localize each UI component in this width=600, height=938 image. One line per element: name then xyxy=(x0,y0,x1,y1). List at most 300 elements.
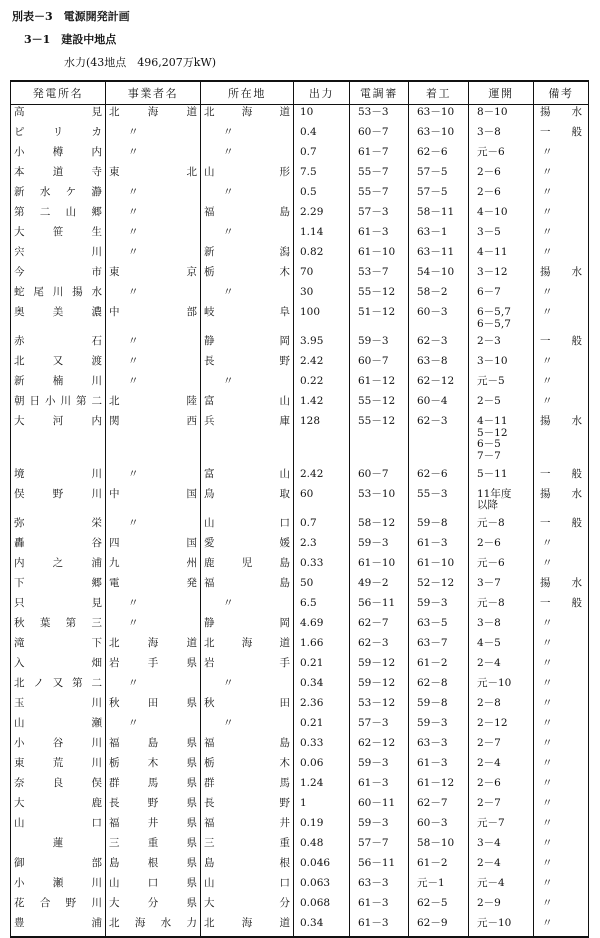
cell-construction-start: 59－3 xyxy=(409,716,469,736)
table-header-row xyxy=(11,81,589,105)
table-row xyxy=(11,896,589,916)
cell-location: 富山 xyxy=(201,467,294,487)
cell-construction-start: 57－5 xyxy=(409,165,469,185)
cell-output: 0.7 xyxy=(294,516,350,536)
cell-operator: 福島県 xyxy=(106,736,201,756)
cell-council: 49－2 xyxy=(350,576,409,596)
cell-location: 〃 xyxy=(201,145,294,165)
cell-operation-start: 4－5 xyxy=(469,636,534,656)
cell-operator: 北陸 xyxy=(106,394,201,414)
cell-operator: 〃 xyxy=(106,616,201,636)
cell-remarks: 一般 xyxy=(534,467,589,487)
cell-remarks: 〃 xyxy=(534,556,589,576)
cell-construction-start: 62－9 xyxy=(409,916,469,937)
cell-operation-start: 11年度 以降 xyxy=(469,487,534,516)
cell-council: 62－12 xyxy=(350,736,409,756)
cell-location: 新潟 xyxy=(201,245,294,265)
cell-plant-name: 赤石 xyxy=(11,334,106,354)
cell-council: 61－12 xyxy=(350,374,409,394)
cell-operator: 電発 xyxy=(106,576,201,596)
cell-remarks: 〃 xyxy=(534,225,589,245)
cell-construction-start: 60－3 xyxy=(409,816,469,836)
cell-remarks: 揚水 xyxy=(534,105,589,126)
cell-construction-start: 62－3 xyxy=(409,334,469,354)
cell-output: 10 xyxy=(294,105,350,126)
cell-operator: 中国 xyxy=(106,487,201,516)
cell-operation-start: 3－10 xyxy=(469,354,534,374)
cell-operator: 〃 xyxy=(106,516,201,536)
cell-plant-name: 北又渡 xyxy=(11,354,106,374)
cell-construction-start: 62－12 xyxy=(409,374,469,394)
cell-output: 0.33 xyxy=(294,556,350,576)
cell-output: 50 xyxy=(294,576,350,596)
table-row xyxy=(11,576,589,596)
table-row xyxy=(11,185,589,205)
cell-operation-start: 2－6 xyxy=(469,776,534,796)
cell-council: 61－10 xyxy=(350,556,409,576)
table-row xyxy=(11,696,589,716)
cell-output: 100 xyxy=(294,305,350,334)
cell-operator: 山口県 xyxy=(106,876,201,896)
cell-operator: 〃 xyxy=(106,185,201,205)
cell-location: 島根 xyxy=(201,856,294,876)
cell-council: 61－3 xyxy=(350,916,409,937)
table-row xyxy=(11,265,589,285)
table-row xyxy=(11,596,589,616)
table-row xyxy=(11,656,589,676)
cell-operation-start: 元－7 xyxy=(469,816,534,836)
cell-location: 福島 xyxy=(201,576,294,596)
cell-plant-name: 御部 xyxy=(11,856,106,876)
cell-output: 70 xyxy=(294,265,350,285)
cell-plant-name: 小谷川 xyxy=(11,736,106,756)
cell-remarks: 一般 xyxy=(534,596,589,616)
cell-remarks: 〃 xyxy=(534,636,589,656)
cell-plant-name: 宍川 xyxy=(11,245,106,265)
cell-location: 福井 xyxy=(201,816,294,836)
cell-plant-name: 大鹿 xyxy=(11,796,106,816)
cell-operator: 三重県 xyxy=(106,836,201,856)
cell-council: 59－12 xyxy=(350,656,409,676)
cell-plant-name: 大河内 xyxy=(11,414,106,466)
cell-location: 〃 xyxy=(201,185,294,205)
cell-plant-name: 大笹生 xyxy=(11,225,106,245)
cell-council: 59－3 xyxy=(350,536,409,556)
cell-location: 大分 xyxy=(201,896,294,916)
cell-construction-start: 62－6 xyxy=(409,467,469,487)
cell-construction-start: 63－5 xyxy=(409,616,469,636)
cell-construction-start: 52－12 xyxy=(409,576,469,596)
cell-council: 59－3 xyxy=(350,816,409,836)
cell-council: 57－3 xyxy=(350,716,409,736)
cell-operation-start: 2－7 xyxy=(469,796,534,816)
cell-output: 0.22 xyxy=(294,374,350,394)
cell-council: 56－11 xyxy=(350,856,409,876)
cell-operator: 東京 xyxy=(106,265,201,285)
cell-construction-start: 58－2 xyxy=(409,285,469,305)
col-construction-start: 着工 xyxy=(409,81,469,105)
cell-location: 秋田 xyxy=(201,696,294,716)
cell-operator: 北海水力 xyxy=(106,916,201,937)
cell-location: 福島 xyxy=(201,205,294,225)
cell-construction-start: 61－3 xyxy=(409,756,469,776)
cell-operator: 中部 xyxy=(106,305,201,334)
cell-location: 静岡 xyxy=(201,334,294,354)
cell-location: 富山 xyxy=(201,394,294,414)
cell-operation-start: 2－3 xyxy=(469,334,534,354)
cell-operator: 北海道 xyxy=(106,105,201,126)
cell-location: 北海道 xyxy=(201,105,294,126)
cell-plant-name: 入畑 xyxy=(11,656,106,676)
cell-council: 55－12 xyxy=(350,414,409,466)
cell-operation-start: 4－10 xyxy=(469,205,534,225)
cell-output: 60 xyxy=(294,487,350,516)
cell-remarks: 〃 xyxy=(534,696,589,716)
cell-operator: 北海道 xyxy=(106,636,201,656)
cell-council: 60－7 xyxy=(350,467,409,487)
table-row xyxy=(11,616,589,636)
cell-construction-start: 59－8 xyxy=(409,516,469,536)
cell-council: 58－12 xyxy=(350,516,409,536)
cell-location: 山口 xyxy=(201,876,294,896)
cell-plant-name: 轟谷 xyxy=(11,536,106,556)
cell-operator: 四国 xyxy=(106,536,201,556)
table-row xyxy=(11,414,589,466)
cell-remarks: 〃 xyxy=(534,394,589,414)
col-remarks: 備考 xyxy=(534,81,589,105)
cell-council: 61－7 xyxy=(350,145,409,165)
cell-council: 63－3 xyxy=(350,876,409,896)
cell-plant-name: 下郷 xyxy=(11,576,106,596)
cell-output: 0.4 xyxy=(294,125,350,145)
cell-operator: 〃 xyxy=(106,467,201,487)
cell-plant-name: ピリカ xyxy=(11,125,106,145)
cell-council: 61－3 xyxy=(350,225,409,245)
cell-remarks: 揚水 xyxy=(534,487,589,516)
cell-operation-start: 2－12 xyxy=(469,716,534,736)
cell-plant-name: 小瀬川 xyxy=(11,876,106,896)
cell-plant-name: 内之浦 xyxy=(11,556,106,576)
col-operation-start: 運開 xyxy=(469,81,534,105)
cell-operation-start: 2－4 xyxy=(469,656,534,676)
cell-plant-name: 蓮 xyxy=(11,836,106,856)
cell-plant-name: 玉川 xyxy=(11,696,106,716)
cell-construction-start: 62－5 xyxy=(409,896,469,916)
cell-output: 0.21 xyxy=(294,716,350,736)
cell-output: 0.21 xyxy=(294,656,350,676)
table-row xyxy=(11,756,589,776)
cell-operator: 〃 xyxy=(106,596,201,616)
cell-council: 55－12 xyxy=(350,394,409,414)
cell-remarks: 〃 xyxy=(534,656,589,676)
cell-construction-start: 61－2 xyxy=(409,856,469,876)
cell-council: 60－7 xyxy=(350,125,409,145)
cell-construction-start: 63－10 xyxy=(409,125,469,145)
cell-operation-start: 2－4 xyxy=(469,756,534,776)
cell-plant-name: 山瀬 xyxy=(11,716,106,736)
cell-location: 群馬 xyxy=(201,776,294,796)
cell-plant-name: 蛇尾川揚水 xyxy=(11,285,106,305)
cell-construction-start: 元－1 xyxy=(409,876,469,896)
cell-location: 〃 xyxy=(201,716,294,736)
cell-remarks: 〃 xyxy=(534,776,589,796)
table-row xyxy=(11,145,589,165)
table-row xyxy=(11,125,589,145)
section-title: 3－1 建設中地点 xyxy=(24,33,117,46)
cell-council: 59－3 xyxy=(350,756,409,776)
cell-construction-start: 63－3 xyxy=(409,736,469,756)
cell-operator: 〃 xyxy=(106,676,201,696)
cell-remarks: 揚水 xyxy=(534,576,589,596)
cell-plant-name: 奥美濃 xyxy=(11,305,106,334)
cell-operation-start: 元－4 xyxy=(469,876,534,896)
cell-construction-start: 63－8 xyxy=(409,354,469,374)
cell-council: 61－3 xyxy=(350,776,409,796)
col-plant-name: 発電所名 xyxy=(11,81,106,105)
cell-output: 128 xyxy=(294,414,350,466)
table-row xyxy=(11,516,589,536)
cell-council: 59－3 xyxy=(350,334,409,354)
cell-location: 〃 xyxy=(201,285,294,305)
cell-remarks: 〃 xyxy=(534,305,589,334)
cell-construction-start: 59－3 xyxy=(409,596,469,616)
cell-output: 0.34 xyxy=(294,916,350,937)
cell-council: 57－7 xyxy=(350,836,409,856)
cell-operation-start: 2－8 xyxy=(469,696,534,716)
table-row xyxy=(11,245,589,265)
cell-construction-start: 61－2 xyxy=(409,656,469,676)
cell-output: 2.42 xyxy=(294,354,350,374)
cell-remarks: 〃 xyxy=(534,896,589,916)
cell-remarks: 〃 xyxy=(534,736,589,756)
cell-operator: 大分県 xyxy=(106,896,201,916)
cell-operator: 〃 xyxy=(106,145,201,165)
cell-construction-start: 58－11 xyxy=(409,205,469,225)
cell-operator: 関西 xyxy=(106,414,201,466)
cell-remarks: 揚水 xyxy=(534,265,589,285)
cell-operator: 〃 xyxy=(106,285,201,305)
table-row xyxy=(11,165,589,185)
cell-output: 2.3 xyxy=(294,536,350,556)
cell-operation-start: 2－4 xyxy=(469,856,534,876)
cell-council: 53－10 xyxy=(350,487,409,516)
cell-operation-start: 4－11 5－12 6－5 7－7 xyxy=(469,414,534,466)
cell-output: 2.29 xyxy=(294,205,350,225)
table-row xyxy=(11,676,589,696)
cell-output: 0.068 xyxy=(294,896,350,916)
table-row xyxy=(11,285,589,305)
cell-operation-start: 2－9 xyxy=(469,896,534,916)
cell-plant-name: 高見 xyxy=(11,105,106,126)
cell-construction-start: 57－5 xyxy=(409,185,469,205)
cell-location: 鹿児島 xyxy=(201,556,294,576)
cell-plant-name: 只見 xyxy=(11,596,106,616)
cell-council: 62－7 xyxy=(350,616,409,636)
cell-operation-start: 4－11 xyxy=(469,245,534,265)
table-row xyxy=(11,796,589,816)
cell-plant-name: 山口 xyxy=(11,816,106,836)
col-operator: 事業者名 xyxy=(106,81,201,105)
col-council: 電調審 xyxy=(350,81,409,105)
cell-council: 53－3 xyxy=(350,105,409,126)
cell-council: 55－7 xyxy=(350,185,409,205)
cell-output: 1.66 xyxy=(294,636,350,656)
table-row xyxy=(11,205,589,225)
table-row xyxy=(11,305,589,334)
cell-operator: 福井県 xyxy=(106,816,201,836)
table-row xyxy=(11,487,589,516)
cell-plant-name: 花合野川 xyxy=(11,896,106,916)
cell-location: 〃 xyxy=(201,676,294,696)
cell-council: 59－12 xyxy=(350,676,409,696)
cell-operation-start: 3－5 xyxy=(469,225,534,245)
cell-operator: 群馬県 xyxy=(106,776,201,796)
cell-location: 愛媛 xyxy=(201,536,294,556)
cell-remarks: 〃 xyxy=(534,616,589,636)
cell-operator: 〃 xyxy=(106,205,201,225)
cell-council: 55－7 xyxy=(350,165,409,185)
table-row xyxy=(11,776,589,796)
table-row xyxy=(11,374,589,394)
table-row xyxy=(11,467,589,487)
cell-construction-start: 63－11 xyxy=(409,245,469,265)
cell-construction-start: 60－4 xyxy=(409,394,469,414)
cell-construction-start: 62－6 xyxy=(409,145,469,165)
cell-location: 栃木 xyxy=(201,265,294,285)
cell-council: 60－7 xyxy=(350,354,409,374)
cell-remarks: 〃 xyxy=(534,185,589,205)
cell-output: 1.42 xyxy=(294,394,350,414)
cell-operation-start: 3－12 xyxy=(469,265,534,285)
cell-council: 53－7 xyxy=(350,265,409,285)
cell-remarks: 〃 xyxy=(534,205,589,225)
cell-council: 51－12 xyxy=(350,305,409,334)
table-row xyxy=(11,716,589,736)
cell-remarks: 〃 xyxy=(534,756,589,776)
cell-output: 0.34 xyxy=(294,676,350,696)
cell-operator: 岩手県 xyxy=(106,656,201,676)
cell-plant-name: 豊浦 xyxy=(11,916,106,937)
table-row xyxy=(11,225,589,245)
cell-output: 0.063 xyxy=(294,876,350,896)
cell-plant-name: 小樽内 xyxy=(11,145,106,165)
cell-remarks: 揚水 xyxy=(534,414,589,466)
cell-operation-start: 元－10 xyxy=(469,916,534,937)
cell-remarks: 〃 xyxy=(534,716,589,736)
table-row xyxy=(11,394,589,414)
cell-output: 3.95 xyxy=(294,334,350,354)
cell-remarks: 〃 xyxy=(534,536,589,556)
cell-operator: 〃 xyxy=(106,354,201,374)
cell-construction-start: 62－3 xyxy=(409,414,469,466)
table-row xyxy=(11,636,589,656)
cell-location: 〃 xyxy=(201,125,294,145)
cell-operator: 〃 xyxy=(106,245,201,265)
cell-remarks: 〃 xyxy=(534,836,589,856)
cell-plant-name: 滝下 xyxy=(11,636,106,656)
cell-remarks: 〃 xyxy=(534,856,589,876)
cell-plant-name: 秋葉第三 xyxy=(11,616,106,636)
cell-location: 山口 xyxy=(201,516,294,536)
table-row xyxy=(11,354,589,374)
cell-location: 兵庫 xyxy=(201,414,294,466)
cell-operation-start: 2－6 xyxy=(469,536,534,556)
cell-location: 〃 xyxy=(201,374,294,394)
cell-operation-start: 元－6 xyxy=(469,556,534,576)
cell-plant-name: 第二山郷 xyxy=(11,205,106,225)
cell-operation-start: 3－8 xyxy=(469,125,534,145)
cell-council: 53－12 xyxy=(350,696,409,716)
cell-remarks: 〃 xyxy=(534,354,589,374)
table-row xyxy=(11,105,589,126)
cell-plant-name: 弥栄 xyxy=(11,516,106,536)
cell-operator: 栃木県 xyxy=(106,756,201,776)
cell-construction-start: 61－12 xyxy=(409,776,469,796)
cell-operation-start: 元－6 xyxy=(469,145,534,165)
cell-council: 60－11 xyxy=(350,796,409,816)
cell-remarks: 〃 xyxy=(534,165,589,185)
col-location: 所在地 xyxy=(201,81,294,105)
cell-remarks: 〃 xyxy=(534,676,589,696)
cell-plant-name: 朝日小川第二 xyxy=(11,394,106,414)
cell-remarks: 〃 xyxy=(534,816,589,836)
cell-council: 57－3 xyxy=(350,205,409,225)
cell-operator: 秋田県 xyxy=(106,696,201,716)
table-row xyxy=(11,836,589,856)
cell-operation-start: 2－6 xyxy=(469,165,534,185)
cell-output: 7.5 xyxy=(294,165,350,185)
power-plant-table xyxy=(10,77,589,938)
cell-operation-start: 元－8 xyxy=(469,596,534,616)
cell-plant-name: 北ノ又第二 xyxy=(11,676,106,696)
table-row xyxy=(11,916,589,937)
cell-operation-start: 元－8 xyxy=(469,516,534,536)
cell-output: 0.7 xyxy=(294,145,350,165)
cell-location: 三重 xyxy=(201,836,294,856)
cell-operation-start: 8－10 xyxy=(469,105,534,126)
cell-location: 岩手 xyxy=(201,656,294,676)
cell-location: 〃 xyxy=(201,225,294,245)
cell-output: 2.42 xyxy=(294,467,350,487)
cell-operation-start: 2－5 xyxy=(469,394,534,414)
cell-operation-start: 元－10 xyxy=(469,676,534,696)
cell-operator: 島根県 xyxy=(106,856,201,876)
table-row xyxy=(11,536,589,556)
cell-construction-start: 61－10 xyxy=(409,556,469,576)
cell-remarks: 〃 xyxy=(534,796,589,816)
cell-output: 1 xyxy=(294,796,350,816)
cell-operation-start: 6－5,7 6－5,7 xyxy=(469,305,534,334)
cell-output: 0.33 xyxy=(294,736,350,756)
cell-operation-start: 2－7 xyxy=(469,736,534,756)
cell-construction-start: 63－7 xyxy=(409,636,469,656)
cell-council: 55－12 xyxy=(350,285,409,305)
cell-operation-start: 元－5 xyxy=(469,374,534,394)
cell-output: 1.24 xyxy=(294,776,350,796)
table-row xyxy=(11,856,589,876)
cell-operator: 〃 xyxy=(106,125,201,145)
cell-plant-name: 境川 xyxy=(11,467,106,487)
cell-operator: 〃 xyxy=(106,334,201,354)
cell-operation-start: 5－11 xyxy=(469,467,534,487)
cell-output: 6.5 xyxy=(294,596,350,616)
cell-operator: 〃 xyxy=(106,225,201,245)
table-row xyxy=(11,334,589,354)
cell-location: 栃木 xyxy=(201,756,294,776)
cell-location: 北海道 xyxy=(201,636,294,656)
cell-construction-start: 55－3 xyxy=(409,487,469,516)
cell-location: 福島 xyxy=(201,736,294,756)
